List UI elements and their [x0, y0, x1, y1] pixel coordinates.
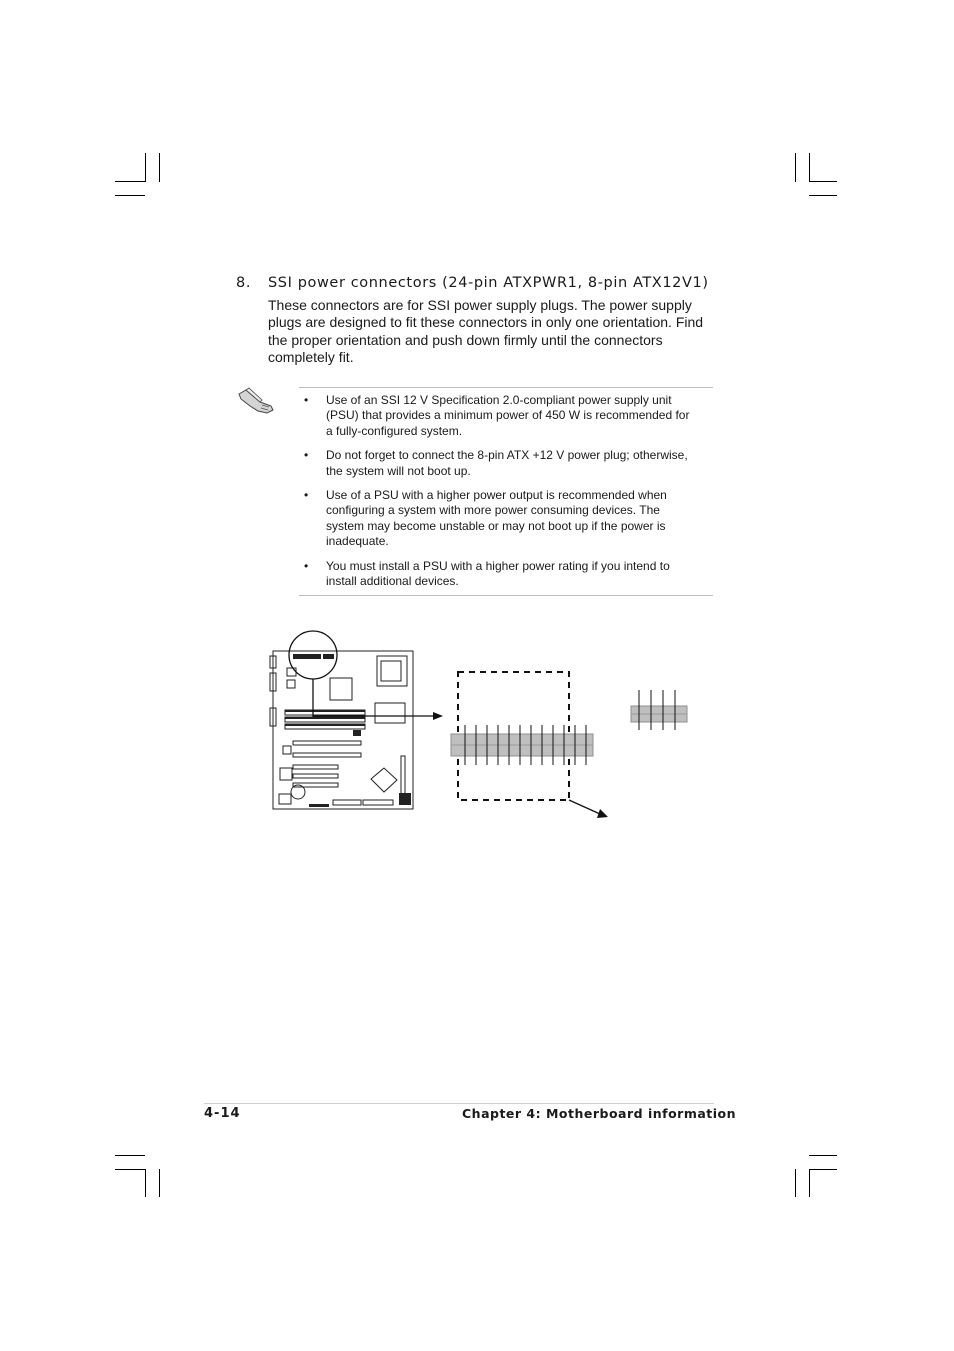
footer-rule: [204, 1103, 714, 1104]
note-item: [304, 448, 699, 479]
note-item-text: Use of a PSU with a higher power output is recommended when configuring a system with more power consuming devices. The system may become unstable or may not boot up if the power is inadequate.: [326, 488, 667, 549]
atxpwr1-connector: [451, 672, 608, 818]
atx12v1-connector: [631, 690, 687, 730]
note-item-text: You must install a PSU with a higher power rating if you intend to install additional devices.: [326, 558, 670, 589]
bullet: •: [304, 558, 309, 573]
section-heading: [236, 275, 709, 291]
motherboard-layout: [270, 651, 413, 809]
connector-diagram: [265, 628, 705, 823]
bullet: •: [304, 448, 309, 463]
arrow-head: [433, 712, 443, 720]
section-number: 8.: [236, 275, 252, 291]
bullet: •: [304, 488, 309, 503]
chapter-title: Chapter 4: Motherboard information: [462, 1106, 737, 1121]
note-bottom-rule: [299, 595, 713, 596]
note-item-text: Do not forget to connect the 8-pin ATX +12 V power plug; otherwise, the system will not boot up.: [326, 448, 688, 478]
section-title: SSI power connectors (24-pin ATXPWR1, 8-pin ATX12V1): [268, 275, 709, 291]
hand-note-icon: [236, 385, 276, 417]
note-list: [304, 393, 699, 598]
note-item: [304, 393, 699, 439]
note-item: [304, 559, 699, 590]
bullet: •: [304, 393, 309, 407]
note-top-rule: [299, 387, 713, 388]
note-item-text: Use of an SSI 12 V Specification 2.0-compliant power supply unit (PSU) that provides a minimum power of 450 W is recommended for a fully-configured system.: [326, 393, 690, 438]
note-item: [304, 488, 699, 550]
page-number: 4-14: [204, 1106, 241, 1121]
section-body: These connectors are for SSI power supply plugs. The power supply plugs are designed to fit these connectors in only one orientation. Find the proper orientation and push down firmly until the connectors completely fit.: [268, 297, 704, 365]
